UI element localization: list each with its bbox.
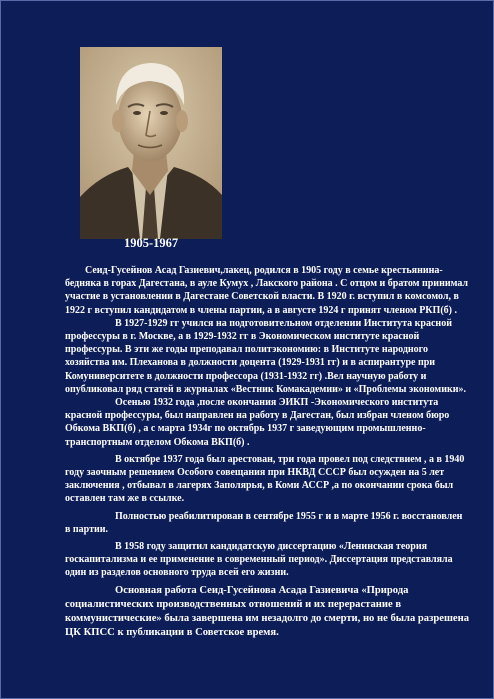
life-years-caption: 1905-1967: [124, 236, 179, 250]
bio-paragraph-5: Полностью реабилитирован в сентябре 1955 г и в марте 1956 г. восстановлен в партии.: [65, 510, 463, 535]
bio-paragraph-1: Сеид-Гусейнов Асад Газиевич,лакец, родился в 1905 году в семье крестьянина-бедняка в горах Дагестана, в ауле Кумух , Лакского района . С отцом и братом принимал участие в установлении в Дагестане Советской власти. В 1920 г. вступил в комсомол, в 1922 г вступил кандидатом в члены партии, а в августе 1924 г принят членом РКП(б) .: [65, 265, 469, 316]
biography-text: [65, 264, 470, 640]
bio-paragraph-2: В 1927-1929 гг учился на подготовительном отделении Института красной профессуры в г. Москве, а в 1929-1932 гг в Экономическом институте красной профессуры. В эти же годы преподавал политэкономию: в Институте народного хозяйства им. Плеханова в должности доцента (1929-1931 гг) и в аспирантуре при Комуниверситете в должности профессора (1931-1932 гг) .Вел научную работу и опубликовал ряд статей в журналах «Вестник Комакадемии» и «Проблемы экономики».: [65, 317, 467, 395]
bio-paragraph-7: Основная работа Сеид-Гусейнова Асада Газиевича «Природа социалистических производственных отношений и их перерастание в коммунистические» была завершена им незадолго до смерти, но не была разрешена ЦК КПСС к публикации в Советское время.: [65, 584, 469, 638]
portrait-photo: [80, 47, 222, 239]
portrait-image: [80, 47, 222, 239]
bio-paragraph-4: В октябре 1937 года был арестован, три года провел под следствием , а в 1940 году заочным решением Особого совещания при НКВД СССР был осужден на 5 лет заключения , отбывал в лагерях Заполярья, в Коми АССР ,а по окончании срока был оставлен там же в ссылке.: [65, 453, 465, 505]
bio-paragraph-3: Осенью 1932 года ,после окончания ЭИКП -Экономического института красной профессуры, был направлен на работу в Дагестан, был избран членом бюро Обкома ВКП(б) , а с марта 1934г по октябрь 1937 г заведующим промышленно-транспортным отделом Обкома ВКП(б) .: [65, 397, 450, 448]
bio-paragraph-6: В 1958 году защитил кандидатскую диссертацию «Ленинская теория госкапитализма и ее применение в современный период». Диссертация представляла один из разделов основного труда всей его жизни.: [65, 541, 453, 579]
